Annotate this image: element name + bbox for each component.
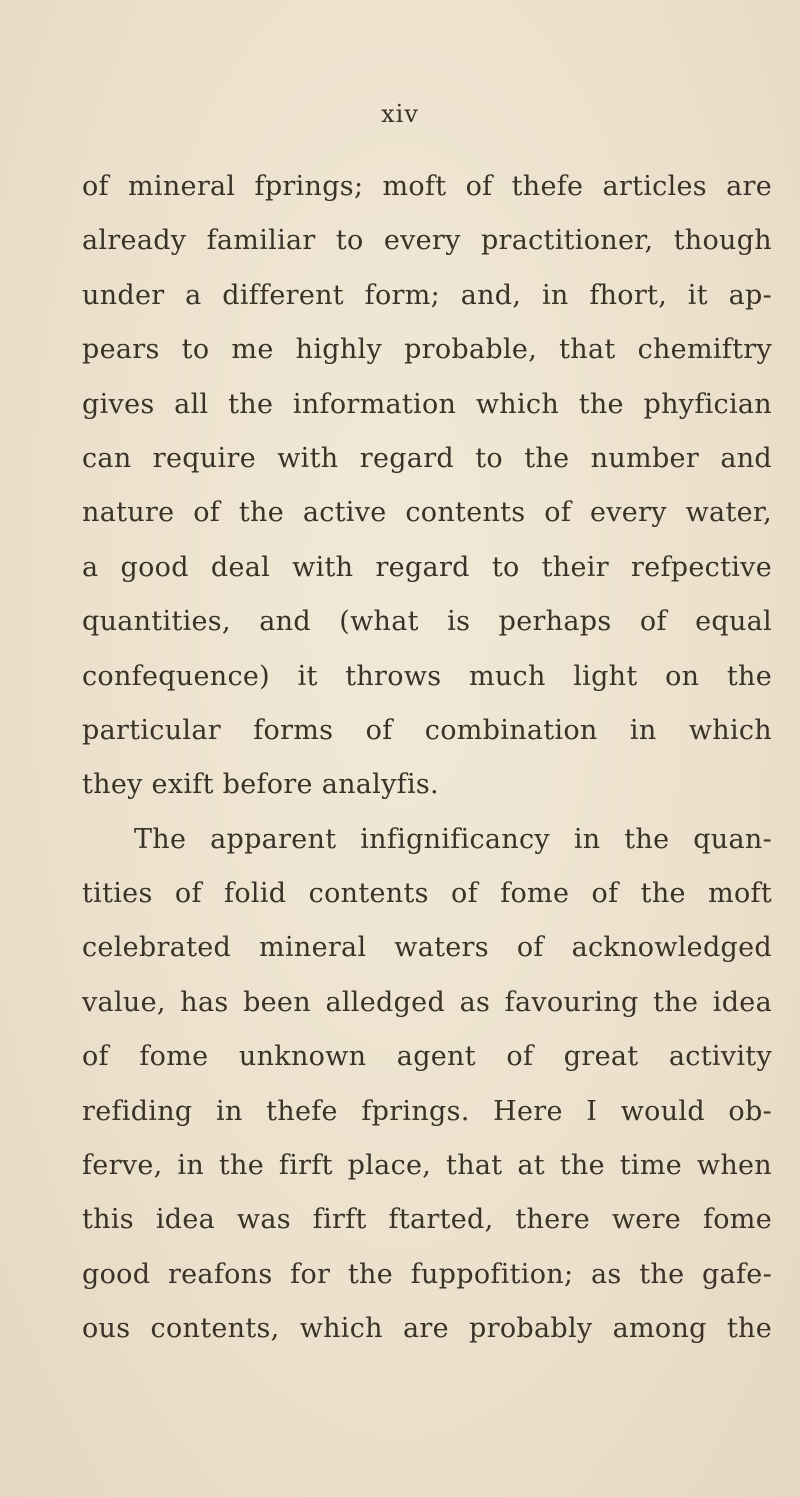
text-line: a good deal with regard to their refpective — [82, 551, 772, 583]
text-line: under a different form; and, in fhort, it ap- — [82, 279, 772, 311]
text-line: nature of the active contents of every water, — [82, 497, 772, 529]
paragraph-start-line: The apparent infignificancy in the quan- — [134, 823, 772, 855]
text-line: ous contents, which are probably among the — [82, 1313, 772, 1345]
body-text — [82, 160, 772, 1357]
text-line: of mineral fprings; moft of thefe articles are — [82, 171, 772, 202]
text-line: tities of folid contents of fome of the moft — [82, 878, 772, 910]
text-line: gives all the information which the phyfician — [82, 388, 772, 420]
text-line: value, has been alledged as favouring the idea — [82, 986, 772, 1018]
text-line: pears to me highly probable, that chemiftry — [82, 334, 772, 366]
text-line: can require with regard to the number and — [82, 442, 772, 474]
text-line: confequence) it throws much light on the — [82, 660, 772, 692]
text-line: ferve, in the firft place, that at the time when — [82, 1150, 772, 1182]
text-line: of fome unknown agent of great activity — [82, 1041, 772, 1073]
text-line: celebrated mineral waters of acknowledged — [82, 932, 772, 964]
text-line: particular forms of combination in which — [82, 714, 772, 746]
text-line: good reafons for the fuppofition; as the gafe- — [82, 1258, 772, 1290]
text-line: this idea was firft ftarted, there were fome — [82, 1204, 772, 1236]
text-line: refiding in thefe fprings. Here I would ob- — [82, 1095, 772, 1127]
text-line: quantities, and (what is perhaps of equal — [82, 606, 772, 638]
paragraph-end-line: they exift before analyfis. — [82, 769, 439, 801]
page-number: xiv — [381, 100, 419, 128]
text-line: already familiar to every practitioner, though — [82, 225, 772, 257]
